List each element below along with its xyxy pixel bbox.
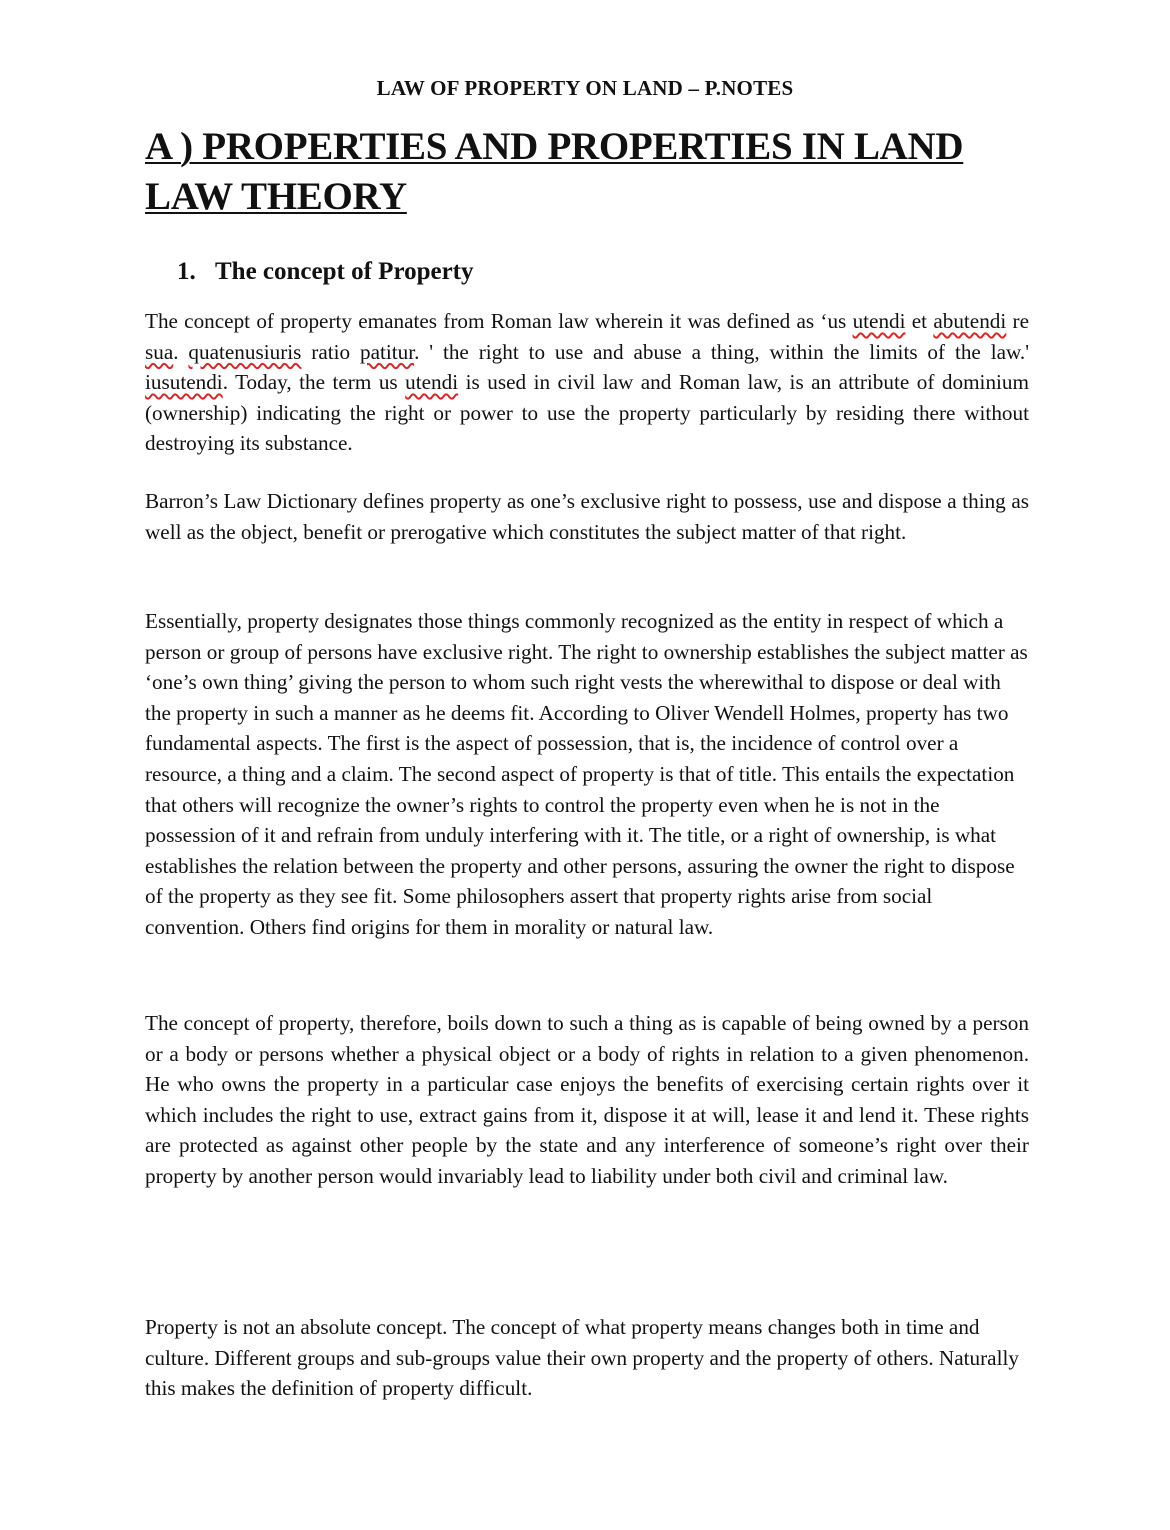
misspelled-word[interactable]: utendi	[405, 370, 459, 395]
paragraph-concept-therefore: The concept of property, therefore, boils down to such a thing as is capable of being owned by a person or a body or persons whether a physical object or a body of rights in relation to a given phenomenon. He who owns the property in a particular case enjoys the benefits of exercising certain rights over it which includes the right to use, extract gains from it, dispose it at will, lease it and lend it. These rights are protected as against other people by the state and any interference of someone’s right over their property by another person would invariably lead to liability under both civil and criminal law.	[145, 1011, 1029, 1188]
p1-text-6: . ' the right to use and abuse a thing, within the limits of the law.'	[414, 339, 1030, 364]
misspelled-word[interactable]: sua	[145, 339, 174, 364]
misspelled-word[interactable]: quatenusiuris	[188, 339, 302, 364]
misspelled-word[interactable]: iusutendi	[145, 370, 223, 395]
p1-text-4: .	[173, 339, 189, 364]
p1-text-8: is used in civil law and Roman law, is an attribute of dominium (ownership) indicating the right or power to use the property particularly by residing there without destroying its substance.	[145, 370, 1029, 456]
section-heading-text: The concept of Property	[215, 258, 474, 285]
section-heading	[177, 258, 474, 286]
p1-text-7: . Today, the term us	[222, 370, 406, 395]
p1-text-1: The concept of property emanates from Roman law wherein it was defined as ‘us	[145, 309, 853, 333]
paragraph-not-absolute: Property is not an absolute concept. The concept of what property means changes both in time and culture. Different groups and sub-groups value their own property and the property of others. Naturally this makes the definition of property difficult.	[145, 1315, 1019, 1401]
paragraph-essentially: Essentially, property designates those things commonly recognized as the entity in respect of which a person or group of persons have exclusive right. The right to ownership establishes the subject matter as ‘one’s own thing’ giving the person to whom such right vests the wherewithal to dispose or deal with the property in such a manner as he deems fit. According to Oliver Wendell Holmes, property has two fundamental aspects. The first is the aspect of possession, that is, the incidence of control over a resource, a thing and a claim. The second aspect of property is that of title. This entails the expectation that others will recognize the owner’s rights to control the property even when he is not in the possession of it and refrain from unduly interfering with it. The title, or a right of ownership, is what establishes the relation between the property and other persons, assuring the owner the right to dispose of the property as they see fit. Some philosophers assert that property rights arise from social convention. Others find origins for them in morality or natural law.	[145, 609, 1028, 939]
p1-text-2: et	[905, 309, 934, 333]
misspelled-word[interactable]: patitur	[359, 339, 415, 364]
paragraph-barrons-definition: Barron’s Law Dictionary defines property as one’s exclusive right to possess, use and dispose a thing as well as the object, benefit or prerogative which constitutes the subject matter of that right.	[145, 489, 1029, 544]
p1-text-5: ratio	[301, 339, 360, 364]
misspelled-word[interactable]: utendi	[852, 309, 906, 333]
paragraph-roman-law	[145, 306, 1029, 459]
misspelled-word[interactable]: abutendi	[933, 309, 1007, 333]
section-number: 1.	[177, 258, 196, 285]
document-header: LAW OF PROPERTY ON LAND – P.NOTES	[376, 76, 794, 100]
p1-text-3: re	[1006, 309, 1030, 333]
main-title: A ) PROPERTIES AND PROPERTIES IN LAND LAW THEORY	[145, 125, 964, 218]
